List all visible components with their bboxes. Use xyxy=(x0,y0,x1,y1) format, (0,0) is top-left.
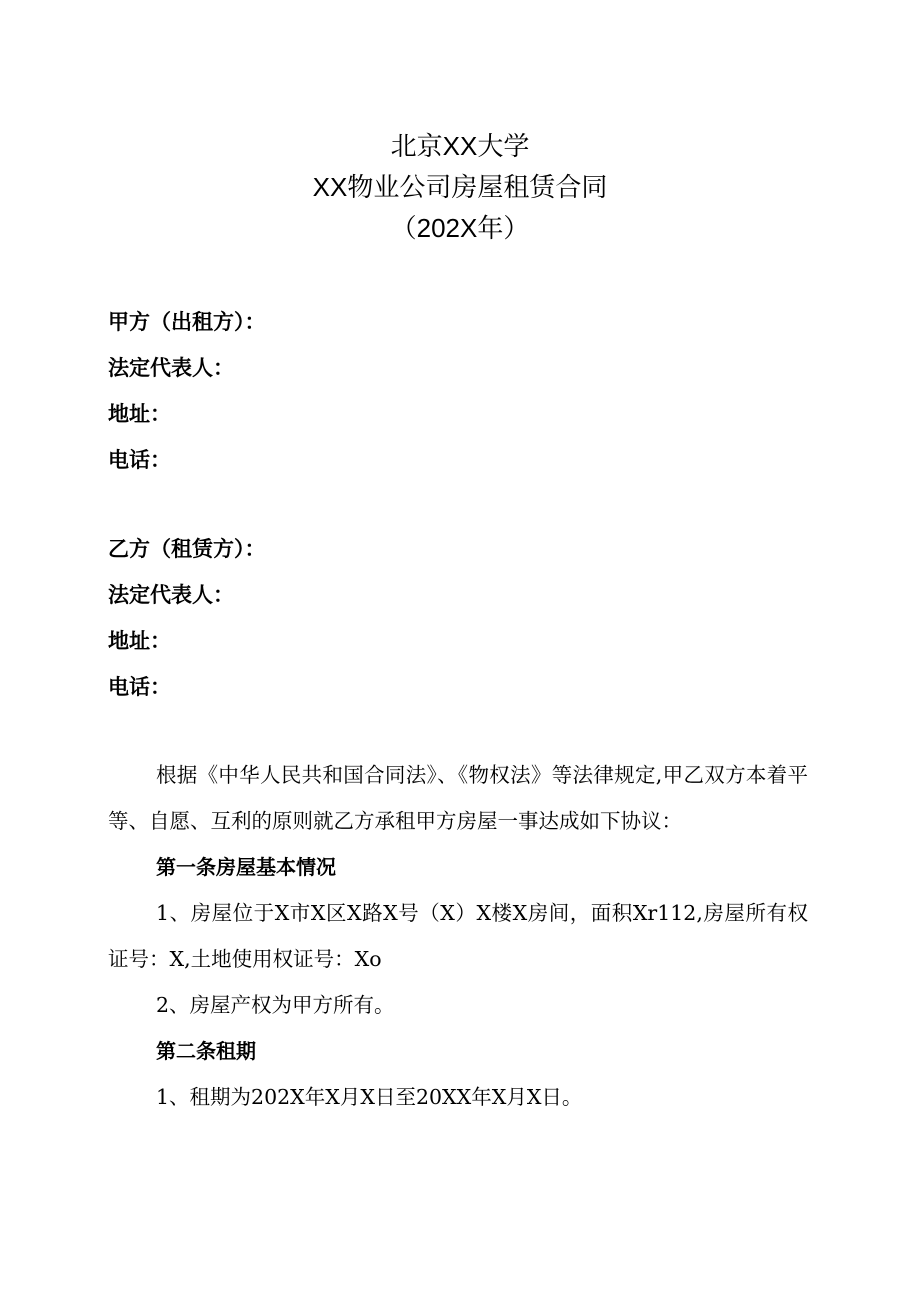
article-2-heading: 第二条租期 xyxy=(156,1039,256,1063)
party-b-label: 乙方（租赁方）： xyxy=(108,537,266,561)
party-b-block xyxy=(108,526,808,710)
title-contract-name: XX物业公司房屋租赁合同 xyxy=(312,172,608,202)
contract-body xyxy=(108,752,808,1120)
title-year: （202X年） xyxy=(390,213,530,243)
article-1-clause-2: 2、房屋产权为甲方所有。 xyxy=(156,993,395,1017)
party-a-label: 甲方（出租方）： xyxy=(108,310,266,334)
article-1-heading: 第一条房屋基本情况 xyxy=(156,855,336,879)
party-b-representative: 法定代表人： xyxy=(108,583,234,607)
party-a-phone: 电话： xyxy=(108,448,171,472)
party-a-address: 地址： xyxy=(108,402,171,426)
article-2-clause-1: 1、租期为202X年X月X日至20XX年X月X日。 xyxy=(156,1085,583,1109)
article-1-clause-1: 1、房屋位于X市X区X路X号（X）X楼X房间，面积Xr112,房屋所有权证号：X,土地使用权证号：Xo xyxy=(108,901,808,971)
title-university: 北京XX大学 xyxy=(390,131,530,161)
party-b-phone: 电话： xyxy=(108,675,171,699)
party-a-block xyxy=(108,299,808,483)
document-title xyxy=(0,126,920,249)
party-a-representative: 法定代表人： xyxy=(108,356,234,380)
party-b-address: 地址： xyxy=(108,629,171,653)
preamble-paragraph: 根据《中华人民共和国合同法》、《物权法》等法律规定,甲乙双方本着平等、自愿、互利的原则就乙方承租甲方房屋一事达成如下协议： xyxy=(108,763,808,833)
